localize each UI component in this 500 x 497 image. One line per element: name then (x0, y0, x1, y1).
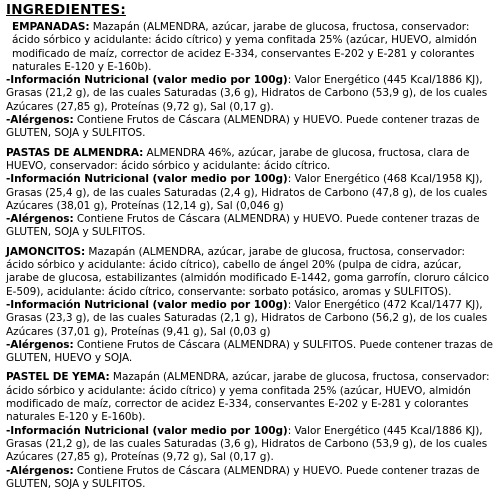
section-pastel-de-yema (6, 371, 496, 491)
ingredients-text: Mazapán (ALMENDRA, azúcar, jarabe de glucosa, fructosa, conservador: ácido sórbico y acidulante: ácido cítrico) y yema confitada 25% (azúcar, HUEVO, almidón modificado de maíz, corrector de acidez E-334, conservantes E-202 y E-281 y colorantes naturales E-120 y E-160b). (6, 371, 490, 424)
nutrition-paragraph (6, 299, 496, 339)
nutrition-paragraph (6, 74, 496, 114)
allergen-label: -Alérgenos: (6, 213, 74, 226)
nutrition-paragraph (6, 173, 496, 213)
allergen-text: Contiene Frutos de Cáscara (ALMENDRA) y HUEVO. Puede contener trazas de GLUTEN, SOJA y SULFITOS. (6, 114, 480, 140)
section-name: JAMONCITOS: (6, 245, 86, 258)
nutrition-text: : Valor Energético (472 Kcal/1477 KJ), Grasas (23,3 g), de las cuales Saturadas (2,1 g), Hidratos de Carbono (56,2 g), de los cuales Azúcares (37,01 g), Proteínas (9,41 g), Sal (0,03 g) (6, 298, 488, 338)
allergen-paragraph (6, 339, 496, 366)
allergen-text: Contiene Frutos de Cáscara (ALMENDRA) y HUEVO. Puede contener trazas de GLUTEN, SOJA y SULFITOS. (6, 464, 480, 490)
section-name: PASTEL DE YEMA: (6, 371, 110, 384)
ingredients-text: ALMENDRA 46%, azúcar, jarabe de glucosa, fructosa, clara de HUEVO, conservador: ácido sórbico y acidulante: ácido cítrico. (6, 146, 470, 172)
ingredients-paragraph (6, 371, 496, 424)
ingredients-text: Mazapán (ALMENDRA, azúcar, jarabe de glucosa, fructosa, conservador: ácido sórbico y acidulante: ácido cítrico) y yema confitada 25% (azúcar, HUEVO, almidón modificado de maíz, corrector de acidez E-334, conservantes E-202 y E-281 y colorantes naturales E-120 y E-160b). (12, 21, 477, 73)
section-name: EMPANADAS: (12, 21, 90, 33)
section-name: PASTAS DE ALMENDRA: (6, 146, 144, 159)
section-pastas-de-almendra (6, 147, 496, 240)
section-jamoncitos (6, 246, 496, 366)
allergen-label: -Alérgenos: (6, 464, 74, 477)
allergen-text: Contiene Frutos de Cáscara (ALMENDRA) y HUEVO. Puede contener trazas de GLUTEN, SOJA y SULFITOS. (6, 213, 480, 239)
nutrition-text: : Valor Energético (445 Kcal/1886 KJ), Grasas (21,2 g), de las cuales Saturadas (3,6 g), Hidratos de Carbono (53,9 g), de los cuales Azúcares (27,85 g), Proteínas (9,72 g), Sal (0,17 g). (6, 74, 488, 113)
allergen-paragraph (6, 465, 496, 492)
nutrition-paragraph (6, 425, 496, 465)
section-empanadas (6, 21, 496, 141)
allergen-text: Contiene Frutos de Cáscara (ALMENDRA) y SULFITOS. Puede contener trazas de GLUTEN, HUEVO y SOJA. (6, 338, 493, 365)
nutrition-label: -Información Nutricional (valor medio por 100g) (6, 74, 288, 87)
ingredients-paragraph (6, 21, 496, 74)
nutrition-label: -Información Nutricional (valor medio por 100g) (6, 173, 288, 186)
nutrition-label: -Información Nutricional (valor medio por 100g) (6, 298, 288, 311)
ingredients-paragraph (6, 246, 496, 299)
allergen-paragraph (6, 114, 496, 141)
ingredients-paragraph (6, 147, 496, 174)
ingredients-document (6, 2, 496, 497)
ingredients-text: Mazapán (ALMENDRA, azúcar, jarabe de glucosa, fructosa, conservador: ácido sórbico y acidulante: ácido cítrico), cabello de ángel 20% (pulpa de cidra, azúcar, jarabe de glucosa, estabilizantes (almidón modificado E-1442, goma garrofín, cloruro cálcico E-509), acidulante: ácido cítrico, conservante: sorbato potásico, aromas y SULFITOS). (6, 245, 490, 298)
nutrition-text: : Valor Energético (468 Kcal/1958 KJ), Grasas (25,4 g), de las cuales Saturadas (2,4 g), Hidratos de Carbono (47,8 g), de los cuales Azúcares (38,01 g), Proteínas (12,14 g), Sal (0,046 g) (6, 173, 488, 212)
page-title: INGREDIENTES: (6, 2, 126, 18)
nutrition-label: -Información Nutricional (valor medio por 100g) (6, 424, 288, 437)
allergen-label: -Alérgenos: (6, 338, 74, 351)
allergen-paragraph (6, 213, 496, 240)
nutrition-text: : Valor Energético (445 Kcal/1886 KJ), Grasas (21,2 g), de las cuales Saturadas (3,6 g), Hidratos de Carbono (53,9 g), de los cuales Azúcares (27,85 g), Proteínas (9,72 g), Sal (0,17 g). (6, 424, 488, 464)
allergen-label: -Alérgenos: (6, 114, 74, 127)
